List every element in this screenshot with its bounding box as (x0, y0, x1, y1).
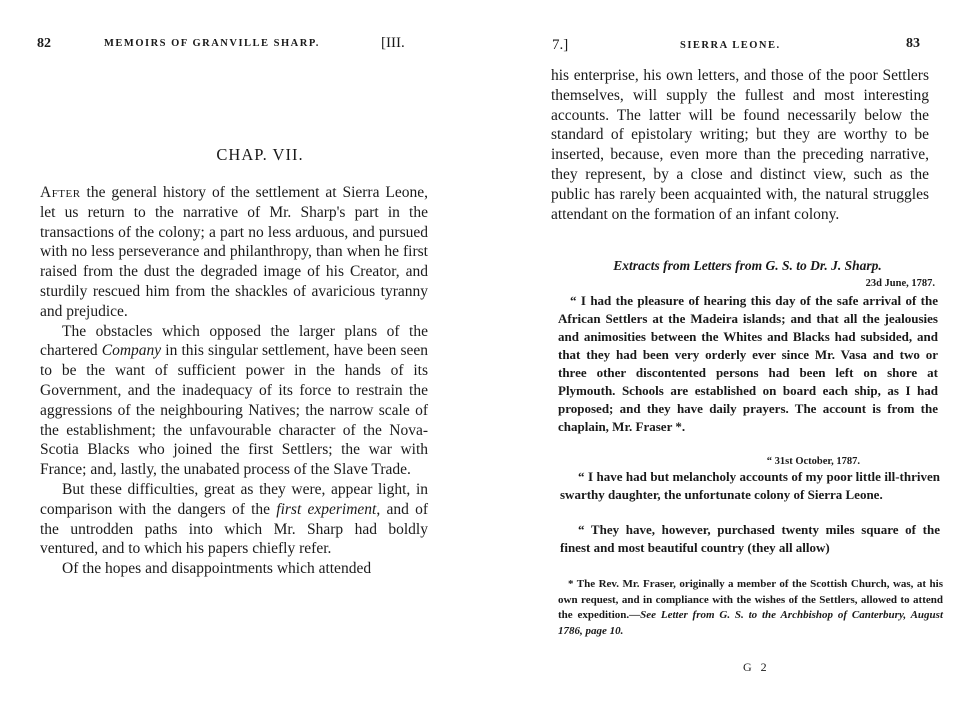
right-running-head: SIERRA LEONE. (680, 40, 781, 51)
footnote-text: * The Rev. Mr. Fraser, originally a member of the Scottish Church, was, at his own request, and in compliance with the wishes of the Settlers, allowed to attend the expedition.— (558, 578, 943, 621)
right-page-number: 83 (906, 36, 920, 51)
signature-mark: G 2 (743, 660, 770, 674)
letter-1: “ I had the pleasure of hearing this day of the safe arrival of the African Settlers at the Madeira islands; and that all the jealousies and animosities between the Whites and Blacks had subsided, and that they had been very orderly ever since Mr. Vasa and two or three other discontented persons had been left on shore at Plymouth. Schools are established on board each ship, as I had proposed; and they have daily prayers. The account is from the chaplain, Mr. Fraser *. (558, 293, 938, 434)
right-section-mark: 7.] (552, 37, 569, 53)
right-body-paragraph: his enterprise, his own letters, and those of the poor Settlers themselves, will supply the fullest and most interesting accounts. The latter will be found necessarily below the standard of epistolary writing; but they are worthy to be inserted, because, even more than the preceding narrative, they represent, by a close and distinct view, such as the public has rarely been acquainted with, the natural struggles attendant on the formation of an infant colony. (551, 67, 929, 223)
left-paragraph-4: Of the hopes and disappointments which attended (62, 560, 372, 578)
chapter-title: CHAP. VII. (216, 145, 304, 164)
left-paragraph-1 (40, 183, 428, 322)
letter-3: “ They have, however, purchased twenty miles square of the finest and most beautiful country (they all allow) (560, 522, 940, 555)
extracts-heading: Extracts from Letters from G. S. to Dr. J. Sharp. (613, 258, 882, 273)
footnote-reference: See Letter from G. S. to the Archbishop of Canterbury, August 1786, page 10. (558, 609, 943, 637)
letter-date-2: “ 31st October, 1787. (766, 456, 860, 467)
left-section-mark: [III. (381, 35, 405, 51)
left-page-number: 82 (37, 36, 51, 51)
para1-text: the general history of the settlement at Sierra Leone, let us return to the narrative of Mr. Sharp's part in the transactions of the colony; a part no less arduous, and pursued with no less perseverance and philanthropy, than when he first raised from the dust the degraded image of his Creator, and sturdily rescued him from the shackles of avaricious tyranny and prejudice. (40, 184, 428, 320)
para3-text-a: But these difficulties, great as they were, appear light, in comparison with the dangers of the (40, 480, 428, 518)
letter-date-1: 23d June, 1787. (865, 278, 935, 289)
letter-2: “ I have had but melancholy accounts of my poor little ill-thriven swarthy daughter, the unfortunate colony of Sierra Leone. (560, 469, 940, 502)
left-paragraph-3 (40, 480, 428, 559)
first-experiment-italic: first experiment (276, 500, 377, 518)
left-running-head: MEMOIRS OF GRANVILLE SHARP. (104, 38, 320, 49)
left-body (40, 183, 428, 579)
para3-text-b: , and of the untrodden paths into which Mr. Sharp had boldly ventured, and to which his papers chiefly refer. (40, 500, 428, 558)
para2-text-a: The obstacles which opposed the larger plans of the chartered (40, 322, 428, 360)
para2-text-b: in this singular settlement, have been seen to be the want of sufficient power in the hands of its Government, and the inadequacy of its force to restrain the aggressions of the neighbouring Natives; the narrow scale of the establishment; the unfavourable character of the Nova-Scotia Blacks who joined the first Settlers; the war with France; and, lastly, the unabated process of the Slave Trade. (40, 342, 428, 479)
footnote (558, 577, 943, 639)
left-paragraph-2 (40, 322, 428, 480)
company-italic: Company (101, 342, 162, 360)
para1-first-word: After (40, 184, 81, 201)
